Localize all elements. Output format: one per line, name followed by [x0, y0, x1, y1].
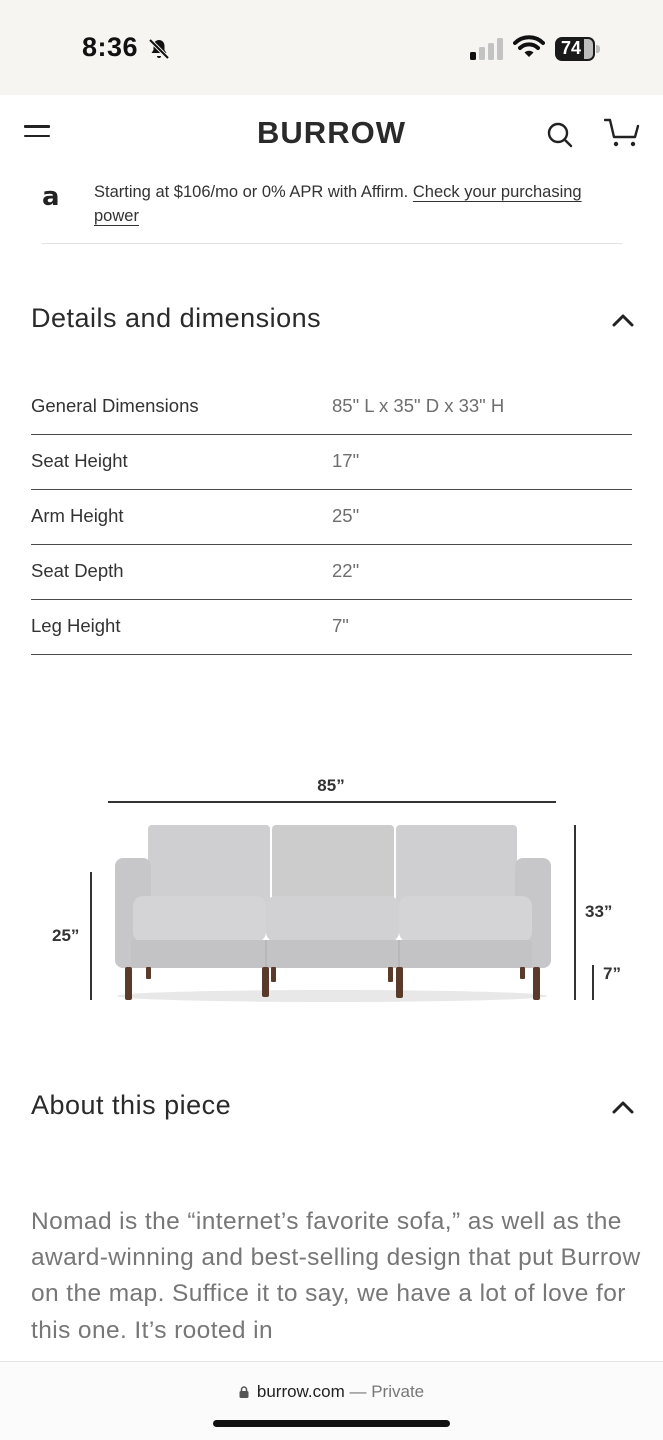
- table-row: [31, 435, 632, 490]
- battery-level: 74: [560, 38, 582, 58]
- table-row: [31, 380, 632, 435]
- battery-icon: [555, 37, 601, 61]
- dimension-value: 25": [332, 505, 360, 526]
- affirm-link[interactable]: Check your purchasing power: [94, 183, 582, 225]
- dimension-value: 85" L x 35" D x 33" H: [332, 395, 505, 416]
- table-row: [31, 490, 632, 545]
- wifi-icon: [513, 35, 545, 59]
- sofa-image: [115, 825, 551, 1002]
- chevron-up-icon[interactable]: [611, 1099, 635, 1115]
- affirm-offer: Starting at $106/mo or 0% APR with Affirm.: [94, 183, 409, 201]
- dimension-value: 7": [332, 615, 349, 636]
- url-display[interactable]: [0, 1382, 663, 1402]
- leg-height-label: 7”: [603, 964, 621, 983]
- cart-icon[interactable]: [604, 118, 640, 148]
- dimension-label: Arm Height: [31, 505, 124, 526]
- dimension-label: Seat Height: [31, 450, 128, 471]
- table-row: [31, 600, 632, 655]
- dimension-label: Leg Height: [31, 615, 121, 636]
- width-label: 85”: [317, 776, 345, 795]
- overall-height-label: 33”: [585, 902, 613, 921]
- site-header: [0, 95, 663, 175]
- about-title[interactable]: About this piece: [31, 1090, 232, 1120]
- dimension-value: 17": [332, 450, 360, 471]
- browser-address-bar[interactable]: [0, 1361, 663, 1440]
- dimension-label: Seat Depth: [31, 560, 124, 581]
- dimensions-table: [31, 380, 632, 655]
- bell-muted-icon: [147, 37, 171, 61]
- url-domain: burrow.com: [256, 1382, 345, 1401]
- cellular-signal-icon: [470, 38, 504, 60]
- sofa-dimensions-diagram: [0, 760, 663, 1020]
- home-indicator[interactable]: [213, 1420, 450, 1427]
- dimension-value: 22": [332, 560, 360, 581]
- details-title[interactable]: Details and dimensions: [31, 303, 322, 333]
- dimension-label: General Dimensions: [31, 395, 199, 416]
- search-icon[interactable]: [546, 121, 574, 149]
- private-mode-label: — Private: [349, 1382, 425, 1401]
- status-time: 8:36: [82, 32, 139, 62]
- chevron-up-icon[interactable]: [611, 312, 635, 328]
- status-bar: [0, 0, 663, 95]
- table-row: [31, 545, 632, 600]
- about-description: Nomad is the “internet’s favorite sofa,” as well as the award-winning and best-selling design that put Burrow on the map. Suffice it to say, we have a lot of love for this one. It’s rooted in: [31, 1208, 641, 1344]
- affirm-logo-icon: a: [42, 182, 60, 212]
- lock-icon: [239, 1386, 249, 1398]
- affirm-text: [94, 180, 614, 228]
- affirm-banner: [42, 180, 622, 244]
- divider: [42, 243, 622, 244]
- arm-height-label: 25”: [52, 926, 80, 945]
- brand-logo[interactable]: BURROW: [257, 115, 406, 150]
